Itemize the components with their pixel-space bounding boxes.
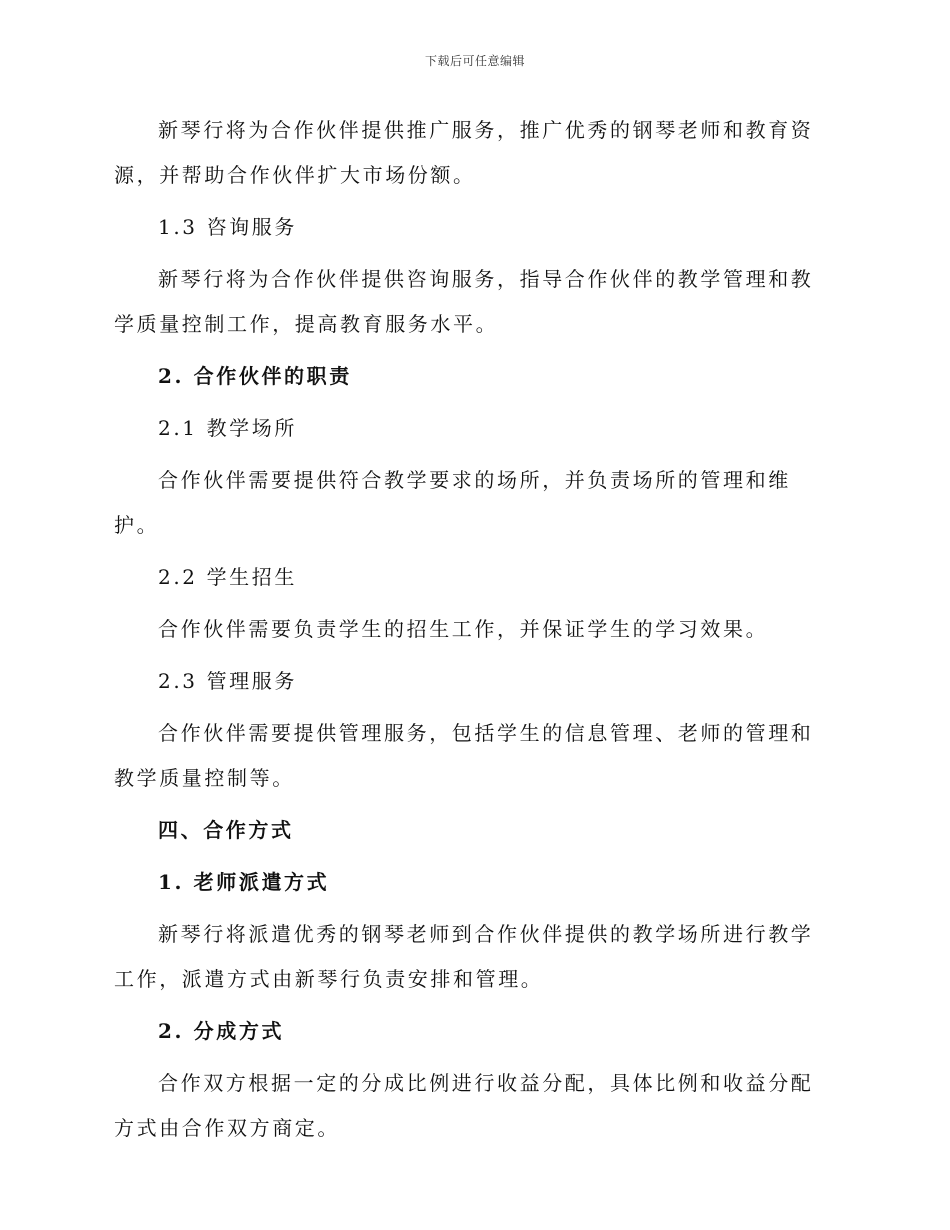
subheading-consulting-service: 1.3 咨询服务: [158, 215, 297, 239]
paragraph-student-enrollment: 合作伙伴需要负责学生的招生工作，并保证学生的学习效果。: [158, 617, 769, 641]
heading-cooperation-mode: 四、合作方式: [158, 818, 294, 842]
paragraph-management-service: 合作伙伴需要提供管理服务，包括学生的信息管理、老师的管理和教学质量控制等。: [114, 721, 814, 790]
paragraph-promotion-service: 新琴行将为合作伙伴提供推广服务，推广优秀的钢琴老师和教育资源，并帮助合作伙伴扩大市场份额。: [114, 118, 814, 187]
heading-revenue-sharing: 2. 分成方式: [158, 1019, 285, 1043]
subheading-student-enrollment: 2.2 学生招生: [158, 565, 297, 589]
paragraph-teaching-venue: 合作伙伴需要提供符合教学要求的场所，并负责场所的管理和维护。: [114, 468, 791, 537]
paragraph-consulting-service: 新琴行将为合作伙伴提供咨询服务，指导合作伙伴的教学管理和教学质量控制工作，提高教育服务水平。: [114, 267, 814, 336]
heading-teacher-dispatch: 1. 老师派遣方式: [158, 870, 330, 894]
subheading-teaching-venue: 2.1 教学场所: [158, 416, 297, 440]
heading-partner-duties: 2. 合作伙伴的职责: [158, 364, 352, 388]
document-body: [114, 108, 834, 1158]
subheading-management-service: 2.3 管理服务: [158, 669, 297, 693]
paragraph-teacher-dispatch: 新琴行将派遣优秀的钢琴老师到合作伙伴提供的教学场所进行教学工作，派遣方式由新琴行负责安排和管理。: [114, 922, 814, 991]
paragraph-revenue-sharing: 合作双方根据一定的分成比例进行收益分配，具体比例和收益分配方式由合作双方商定。: [114, 1071, 814, 1140]
page-header: 下载后可任意编辑: [424, 54, 525, 68]
